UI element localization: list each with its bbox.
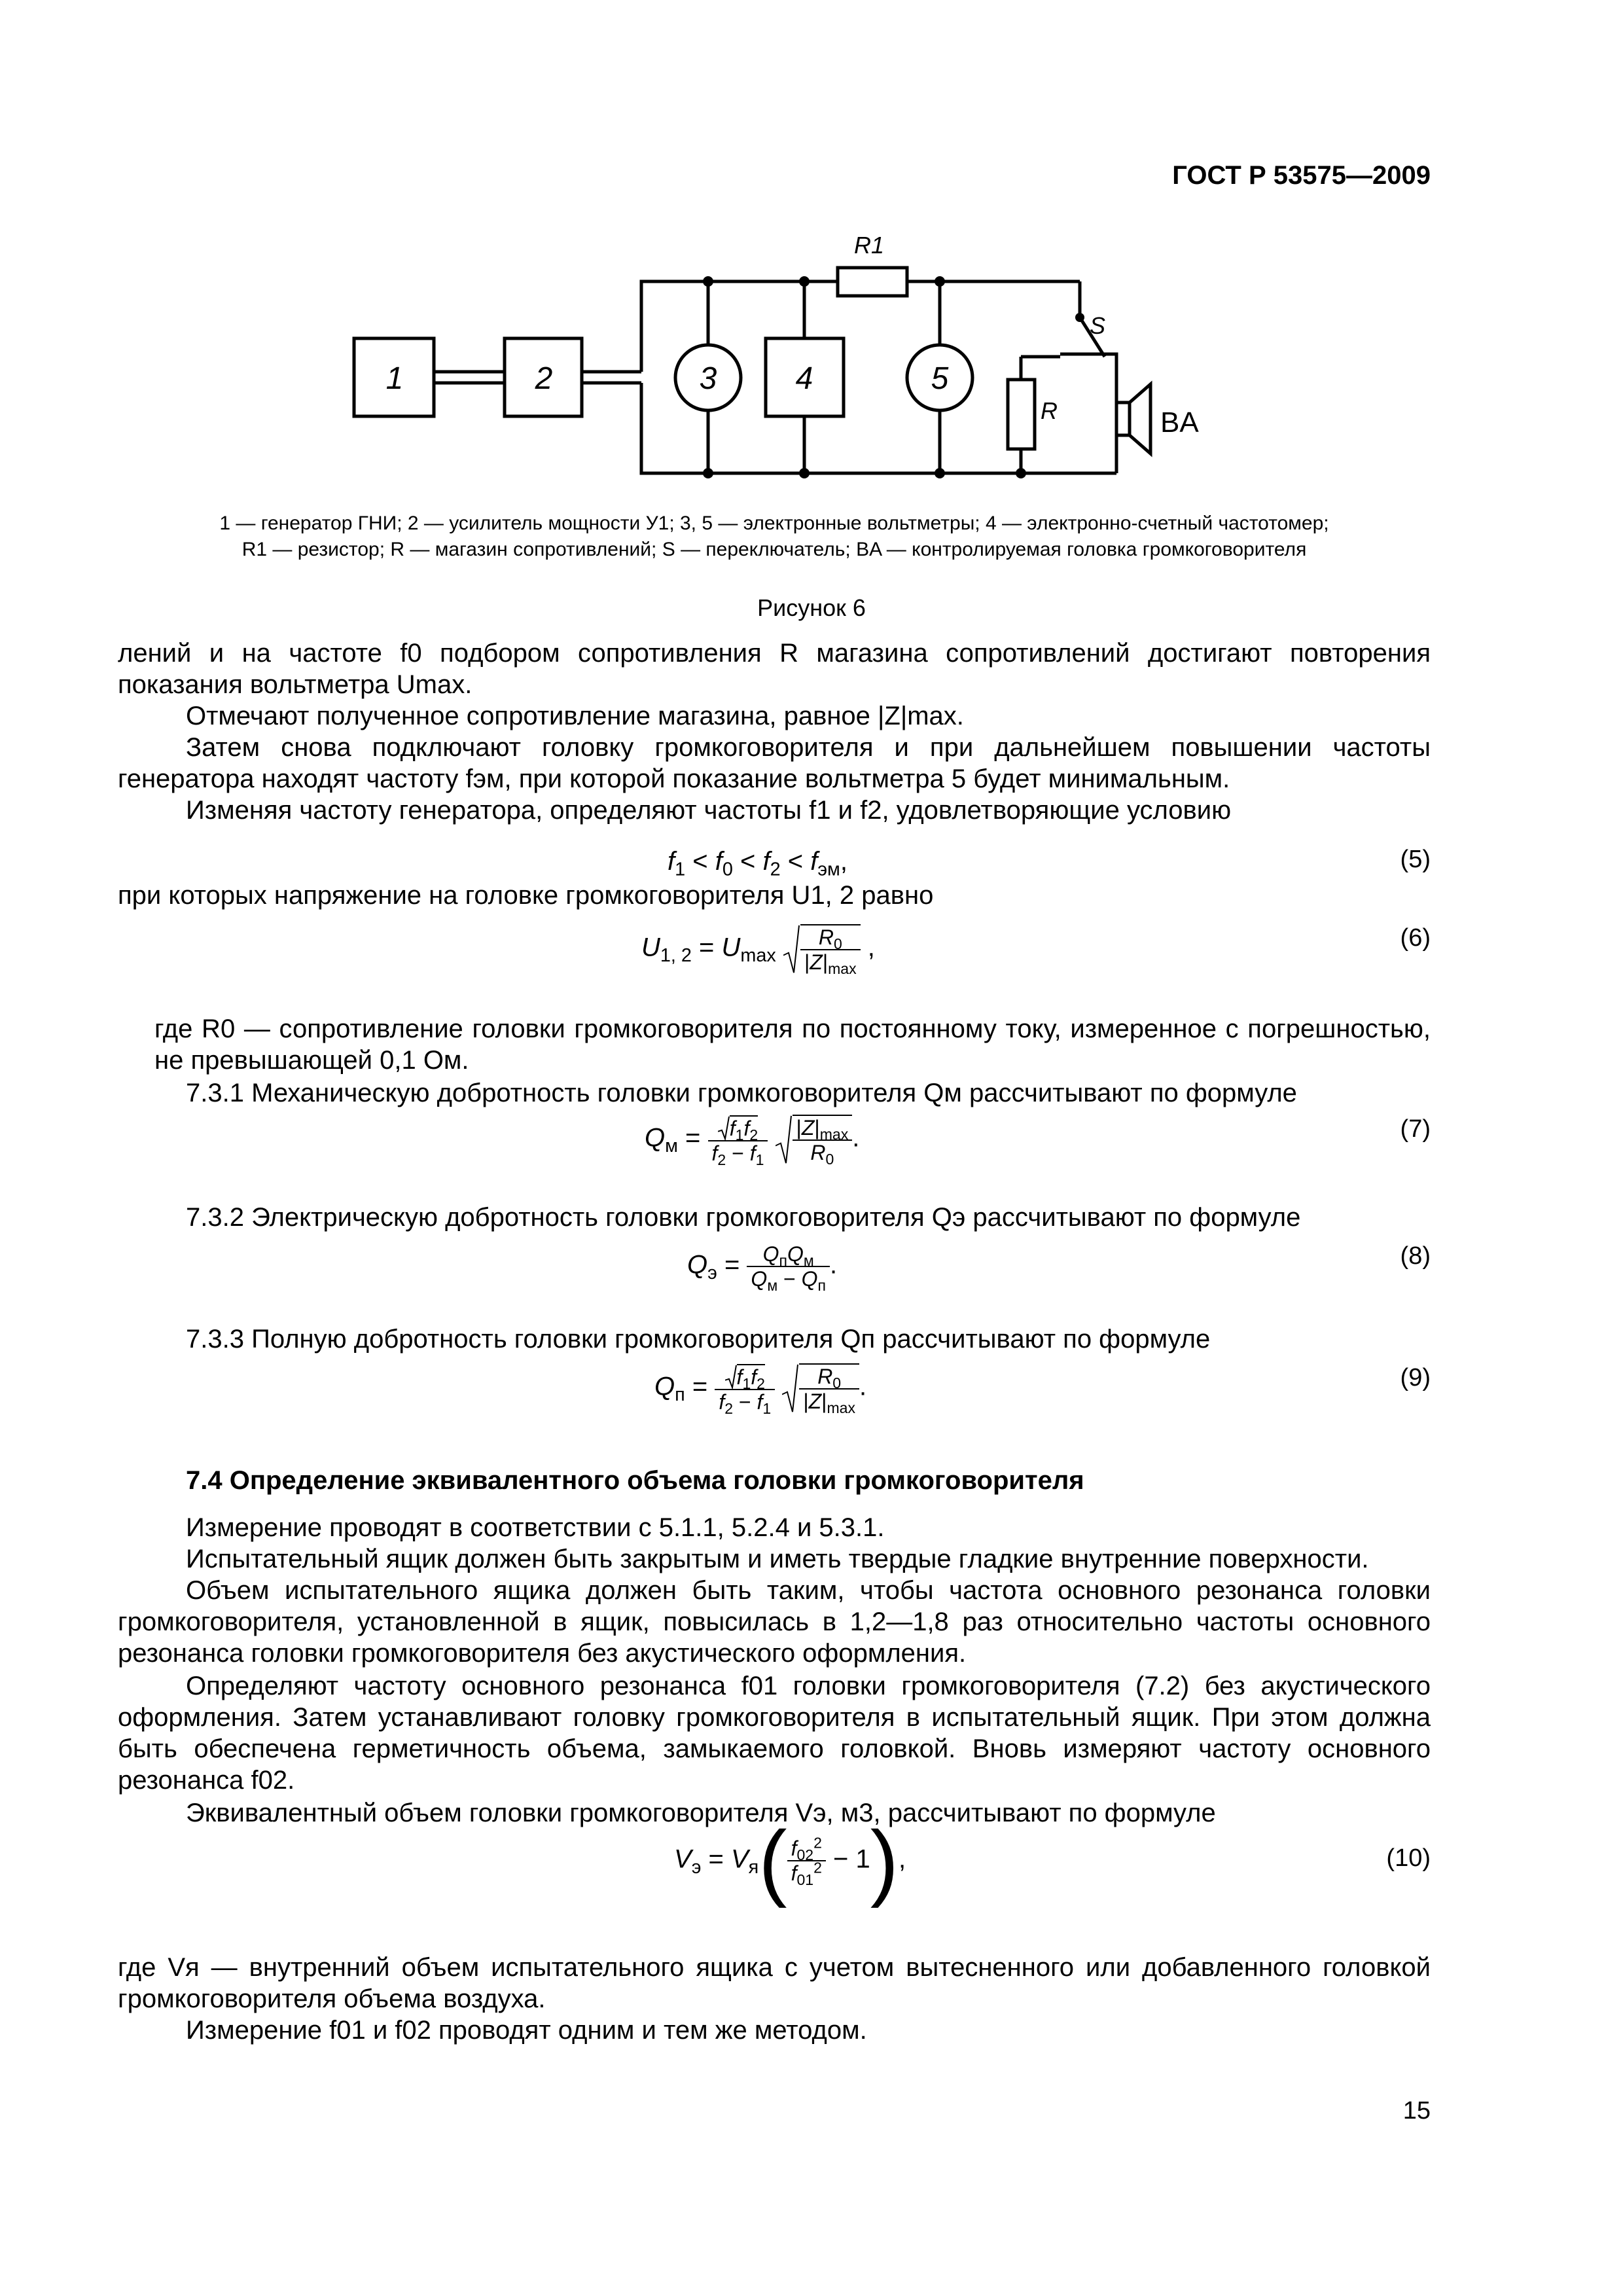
paragraph-u12: при которых напряжение на головке громкоговорителя U1, 2 равно: [118, 881, 934, 910]
figure-title: Рисунок 6: [757, 594, 866, 621]
equation-9: $Q_п$ = $\frac{f_1f_2}{f_2 - f_1}$ $\frac{R_0}{|Z|_{max}}$ .: [654, 1363, 866, 1414]
equation-10: $V_э = V_я$( $\frac{f_{02}^2}{f_{01}^2}$ − 1),: [674, 1813, 906, 1909]
block-3-label: 3: [699, 361, 717, 396]
equation-number-7: (7): [1400, 1115, 1431, 1143]
section-7-3-1: 7.3.1 Механическую добротность головки громкоговорителя Qм рассчитывают по формуле: [186, 1079, 1297, 1107]
equation-5: $f_1 < f_0 < f_2 < f_{эм}$,: [668, 847, 847, 880]
equation-number-9: (9): [1400, 1364, 1431, 1391]
equation-number-6: (6): [1400, 924, 1431, 952]
equation-number-10: (10): [1386, 1844, 1431, 1872]
resistor-r1: [838, 268, 907, 296]
block-2-label: 2: [535, 361, 553, 396]
paragraph-7-4-2: Испытательный ящик должен быть закрытым и иметь твердые гладкие внутренние поверхности.: [186, 1545, 1369, 1573]
caption-line-2: R1 — резистор; R — магазин сопротивлений; S — переключатель; BA — контролируемая головка громкоговорителя: [241, 539, 1307, 560]
paragraph-7-4-3: Объем испытательного ящика должен быть таким, чтобы частота основного резонанса головки громкоговорителя, установленной в ящик, повысилась в 1,2—1,8 раз относительно частоты основного резонанса головки громкоговорителя без акустического оформления.: [118, 1576, 1431, 1668]
s-label: S: [1090, 312, 1106, 339]
section-7-3-2: 7.3.2 Электрическую добротность головки громкоговорителя Qэ рассчитывают по формуле: [186, 1203, 1301, 1232]
paragraph-where-vya: где Vя — внутренний объем испытательного ящика с учетом вытесненного или добавленного головкой громкоговорителя объема воздуха.: [118, 1953, 1431, 2013]
speaker-ba: [1116, 403, 1130, 435]
block-5-label: 5: [931, 361, 949, 396]
section-7-3-3: 7.3.3 Полную добротность головки громкоговорителя Qп рассчитывают по формуле: [186, 1325, 1211, 1354]
equation-7: $Q_м$ = $\frac{f_1f_2}{f_2 - f_1}$ $\frac{|Z|_{max}}{R_0}$ .: [645, 1114, 859, 1165]
caption-line-1: 1 — генератор ГНИ; 2 — усилитель мощности У1; 3, 5 — электронные вольтметры; 4 — электронно-счетный частотомер;: [219, 512, 1329, 534]
section-7-4-heading: 7.4 Определение эквивалентного объема головки громкоговорителя: [186, 1466, 1084, 1495]
r-label: R: [1041, 397, 1058, 424]
circuit-diagram: [0, 0, 1623, 511]
paragraph-7-4-6: Измерение f01 и f02 проводят одним и тем же методом.: [186, 2016, 867, 2045]
paragraph-continuation: лений и на частоте f0 подбором сопротивления R магазина сопротивлений достигают повторения показания вольтметра Umax.: [118, 639, 1431, 699]
equation-number-8: (8): [1400, 1242, 1431, 1270]
resistor-r: [1008, 380, 1035, 449]
figure-caption: [118, 511, 1431, 563]
ba-label: BA: [1160, 406, 1199, 439]
paragraph-7-4-5: Эквивалентный объем головки громкоговорителя Vэ, м3, рассчитывают по формуле: [186, 1799, 1216, 1827]
page-number: 15: [1402, 2097, 1431, 2125]
paragraph-7-4-4: Определяют частоту основного резонанса f01 головки громкоговорителя (7.2) без акустического оформления. Затем устанавливают головку громкоговорителя в испытательный ящик. При этом должна быть обеспечена герметичность объема, замыкаемого головкой. Вновь измеряют частоту основного резонанса f02.: [118, 1672, 1431, 1795]
block-1-label: 1: [385, 361, 404, 396]
paragraph-f-em: Затем снова подключают головку громкоговорителя и при дальнейшем повышении частоты генератора находят частоту fэм, при которой показание вольтметра 5 будет минимальным.: [118, 733, 1431, 793]
paragraph-7-4-1: Измерение проводят в соответствии с 5.1.1, 5.2.4 и 5.3.1.: [186, 1513, 885, 1542]
paragraph-where-r0: где R0 — сопротивление головки громкоговорителя по постоянному току, измеренное с погрешностью, не превышающей 0,1 Ом.: [154, 1014, 1431, 1075]
paragraph-impedance: Отмечают полученное сопротивление магазина, равное |Z|max.: [186, 702, 964, 730]
equation-number-5: (5): [1400, 846, 1431, 873]
paragraph-f1-f2: Изменяя частоту генератора, определяют частоты f1 и f2, удовлетворяющие условию: [186, 796, 1232, 825]
block-4-label: 4: [795, 361, 813, 396]
r1-label: R1: [854, 232, 885, 259]
equation-6: $U_{1, 2} = U_{max}$ $\frac{R_0}{|Z|_{max}}$ ,: [641, 925, 875, 977]
document-header: ГОСТ Р 53575—2009: [1172, 161, 1431, 190]
equation-8: $Q_э$ = $\frac{Q_пQ_м}{Q_м - Q_п}$ .: [687, 1242, 838, 1294]
